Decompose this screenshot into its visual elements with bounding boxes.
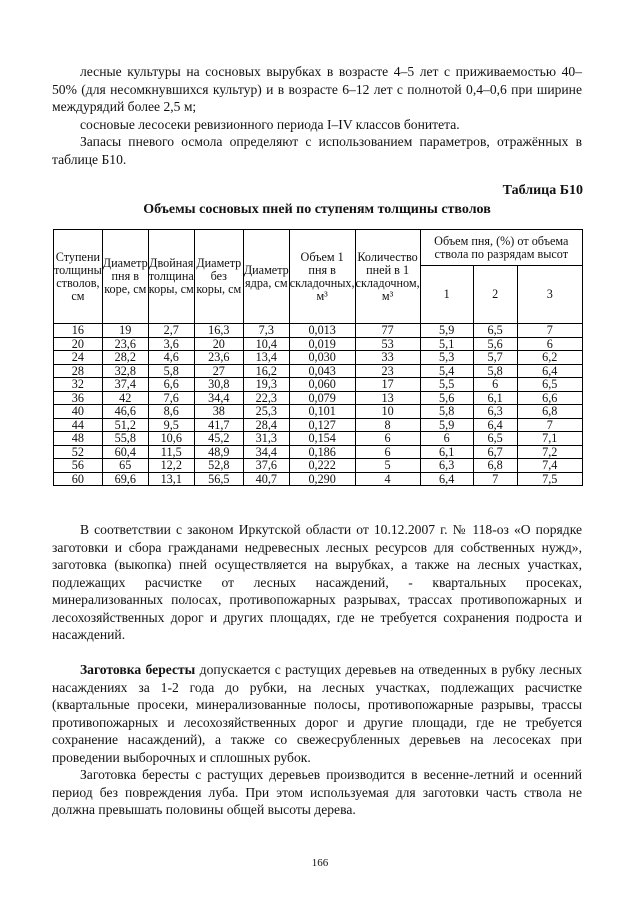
table-cell: 19 (102, 324, 148, 338)
table-cell: 6,6 (517, 391, 582, 405)
table-cell: 6,4 (517, 364, 582, 378)
table-cell: 19,3 (243, 378, 289, 392)
table-cell: 5,4 (420, 364, 473, 378)
table-cell: 51,2 (102, 418, 148, 432)
table-cell: 6,5 (473, 432, 517, 446)
table-cell: 28 (54, 364, 103, 378)
table-cell: 8,6 (148, 405, 194, 419)
table-cell: 20 (194, 337, 243, 351)
birch-bark-text: допускается с растущих деревьев на отведенных в рубку лесных насаждениях за 1-2 года до рубки, на лесных участках, подлежащих расчистке (квартальные просеки, минерализованные полосы, противопожарные разрывы, трассы противопожарных и лесохозяйственных дорог и другие площади, где не требуется сохранение насаждений), а также со свежесрубленных деревьев на лесосеках при проведении выборочных и сплошных рубок. (52, 662, 582, 765)
table-cell: 6 (517, 337, 582, 351)
table-cell: 13 (355, 391, 420, 405)
table-cell: 6,3 (473, 405, 517, 419)
table-cell: 12,2 (148, 459, 194, 473)
table-cell: 0,154 (289, 432, 355, 446)
table-cell: 17 (355, 378, 420, 392)
table-cell: 53 (355, 337, 420, 351)
table-cell: 28,4 (243, 418, 289, 432)
table-cell: 16 (54, 324, 103, 338)
table-cell: 0,079 (289, 391, 355, 405)
table-cell: 6 (355, 432, 420, 446)
table-cell: 20 (54, 337, 103, 351)
table-cell: 10 (355, 405, 420, 419)
table-cell: 33 (355, 351, 420, 365)
paragraph-law: В соответствии с законом Иркутской области от 10.12.2007 г. № 118-оз «О порядке заготовки и сбора гражданами недревесных лесных ресурсов для собственных нужд», заготовка (выкопка) пней осуществляется на вырубках, а также на лесных участках, подлежащих расчистке от лесных насаждений, - квартальных просеках, минерализованных полосах, противопожарных разрывах, трассах противопожарных и лесохозяйственных дорог и других площадях, где не требуется сохранения подроста и насаждений. (52, 522, 582, 642)
table-cell: 40,7 (243, 472, 289, 486)
header-class-2: 2 (473, 266, 517, 324)
table-cell: 24 (54, 351, 103, 365)
table-cell: 4,6 (148, 351, 194, 365)
table-cell: 5,1 (420, 337, 473, 351)
table-cell: 23 (355, 364, 420, 378)
table-row (54, 378, 583, 392)
table-cell: 5,6 (473, 337, 517, 351)
table-cell: 6,1 (473, 391, 517, 405)
header-core-diameter: Диаметр ядра, см (243, 230, 289, 324)
table-row (54, 351, 583, 365)
header-stem-thickness: Ступени толщины стволов, см (54, 230, 103, 324)
table-cell: 34,4 (194, 391, 243, 405)
table-row (54, 459, 583, 473)
table-cell: 0,101 (289, 405, 355, 419)
table-cell: 7,5 (517, 472, 582, 486)
table-cell: 0,222 (289, 459, 355, 473)
table-cell: 25,3 (243, 405, 289, 419)
table-cell: 0,043 (289, 364, 355, 378)
table-cell: 7,2 (517, 445, 582, 459)
paragraph-birch-bark (52, 661, 582, 766)
table-cell: 6,5 (517, 378, 582, 392)
table-row (54, 418, 583, 432)
table-cell: 37,4 (102, 378, 148, 392)
table-cell: 30,8 (194, 378, 243, 392)
table-cell: 42 (102, 391, 148, 405)
table-cell: 6,4 (420, 472, 473, 486)
table-cell: 3,6 (148, 337, 194, 351)
table-row (54, 364, 583, 378)
table-cell: 5,9 (420, 418, 473, 432)
table-cell: 56 (54, 459, 103, 473)
table-cell: 48 (54, 432, 103, 446)
table-cell: 13,1 (148, 472, 194, 486)
table-row (54, 337, 583, 351)
table-cell: 6,7 (473, 445, 517, 459)
table-cell: 48,9 (194, 445, 243, 459)
table-cell: 7,3 (243, 324, 289, 338)
table-cell: 16,3 (194, 324, 243, 338)
table-cell: 44 (54, 418, 103, 432)
table-cell: 46,6 (102, 405, 148, 419)
table-cell: 23,6 (102, 337, 148, 351)
header-class-1: 1 (420, 266, 473, 324)
intro-line-1: лесные культуры на сосновых вырубках в возрасте 4–5 лет с приживаемостью 40–50% (для несомкнувшихся культур) и в возрасте 6–12 лет с полнотой 0,4–0,6 при ширине междурядий более 2,5 м; (52, 64, 582, 114)
table-row (54, 472, 583, 486)
header-bark-thickness: Двойная толщина коры, см (148, 230, 194, 324)
table-cell: 0,030 (289, 351, 355, 365)
header-stump-count: Количество пней в 1 складочном, м³ (355, 230, 420, 324)
table-cell: 52 (54, 445, 103, 459)
table-cell: 6,6 (148, 378, 194, 392)
table-cell: 65 (102, 459, 148, 473)
header-diameter-no-bark: Диаметр без коры, см (194, 230, 243, 324)
table-cell: 6 (420, 432, 473, 446)
table-cell: 27 (194, 364, 243, 378)
table-cell: 38 (194, 405, 243, 419)
table-cell: 55,8 (102, 432, 148, 446)
table-cell: 13,4 (243, 351, 289, 365)
table-cell: 4 (355, 472, 420, 486)
table-row (54, 391, 583, 405)
table-cell: 7 (473, 472, 517, 486)
table-cell: 5,8 (420, 405, 473, 419)
table-cell: 41,7 (194, 418, 243, 432)
table-cell: 60,4 (102, 445, 148, 459)
table-cell: 16,2 (243, 364, 289, 378)
table-cell: 0,060 (289, 378, 355, 392)
table-cell: 5,5 (420, 378, 473, 392)
table-cell: 69,6 (102, 472, 148, 486)
intro-line-3: Запасы пневого осмола определяют с использованием параметров, отражённых в таблице Б10. (52, 134, 582, 167)
table-cell: 36 (54, 391, 103, 405)
table-cell: 6 (355, 445, 420, 459)
header-stump-volume: Объем 1 пня в складочных, м³ (289, 230, 355, 324)
table-cell: 45,2 (194, 432, 243, 446)
table-cell: 5,6 (420, 391, 473, 405)
table-cell: 0,186 (289, 445, 355, 459)
table-cell: 9,5 (148, 418, 194, 432)
table-cell: 32 (54, 378, 103, 392)
table-cell: 2,7 (148, 324, 194, 338)
header-stump-diameter: Диаметр пня в коре, см (102, 230, 148, 324)
table-cell: 5 (355, 459, 420, 473)
table-cell: 7,1 (517, 432, 582, 446)
table-cell: 5,8 (148, 364, 194, 378)
table-title: Объемы сосновых пней по ступеням толщины стволов (143, 202, 491, 217)
table-cell: 6,1 (420, 445, 473, 459)
table-cell: 5,8 (473, 364, 517, 378)
table-row (54, 324, 583, 338)
table-cell: 0,013 (289, 324, 355, 338)
table-cell: 5,3 (420, 351, 473, 365)
table-cell: 28,2 (102, 351, 148, 365)
table-cell: 60 (54, 472, 103, 486)
table-cell: 10,4 (243, 337, 289, 351)
birch-bark-heading: Заготовка бересты (80, 662, 196, 677)
table-cell: 6,8 (473, 459, 517, 473)
intro-line-2: сосновые лесосеки ревизионного периода I–IV классов бонитета. (80, 117, 460, 132)
table-cell: 32,8 (102, 364, 148, 378)
table-cell: 6,3 (420, 459, 473, 473)
table-caption: Таблица Б10 (502, 183, 583, 198)
table-row (54, 432, 583, 446)
table-row (54, 405, 583, 419)
table-cell: 7,4 (517, 459, 582, 473)
header-height-classes: Объем пня, (%) от объема ствола по разрядам высот (420, 230, 582, 266)
table-cell: 34,4 (243, 445, 289, 459)
table-cell: 11,5 (148, 445, 194, 459)
table-cell: 10,6 (148, 432, 194, 446)
header-class-3: 3 (517, 266, 582, 324)
table-cell: 0,290 (289, 472, 355, 486)
table-cell: 37,6 (243, 459, 289, 473)
table-cell: 6,8 (517, 405, 582, 419)
table-cell: 5,9 (420, 324, 473, 338)
table-cell: 7 (517, 324, 582, 338)
table-cell: 6 (473, 378, 517, 392)
page-number: 166 (311, 857, 329, 869)
table-cell: 5,7 (473, 351, 517, 365)
table-cell: 0,019 (289, 337, 355, 351)
table-cell: 7 (517, 418, 582, 432)
table-cell: 22,3 (243, 391, 289, 405)
table-cell: 40 (54, 405, 103, 419)
table-cell: 31,3 (243, 432, 289, 446)
stump-volume-table (53, 229, 583, 486)
table-cell: 6,5 (473, 324, 517, 338)
table-cell: 8 (355, 418, 420, 432)
table-cell: 6,4 (473, 418, 517, 432)
table-cell: 52,8 (194, 459, 243, 473)
table-cell: 7,6 (148, 391, 194, 405)
table-row (54, 445, 583, 459)
table-cell: 6,2 (517, 351, 582, 365)
table-cell: 77 (355, 324, 420, 338)
table-cell: 0,127 (289, 418, 355, 432)
table-body (54, 324, 583, 486)
table-cell: 23,6 (194, 351, 243, 365)
paragraph-birch-bark-season: Заготовка бересты с растущих деревьев производится в весенне-летний и осенний период без повреждения луба. При этом используемая для заготовки часть ствола не должна превышать половины общей высоты дерева. (52, 767, 582, 817)
table-cell: 56,5 (194, 472, 243, 486)
